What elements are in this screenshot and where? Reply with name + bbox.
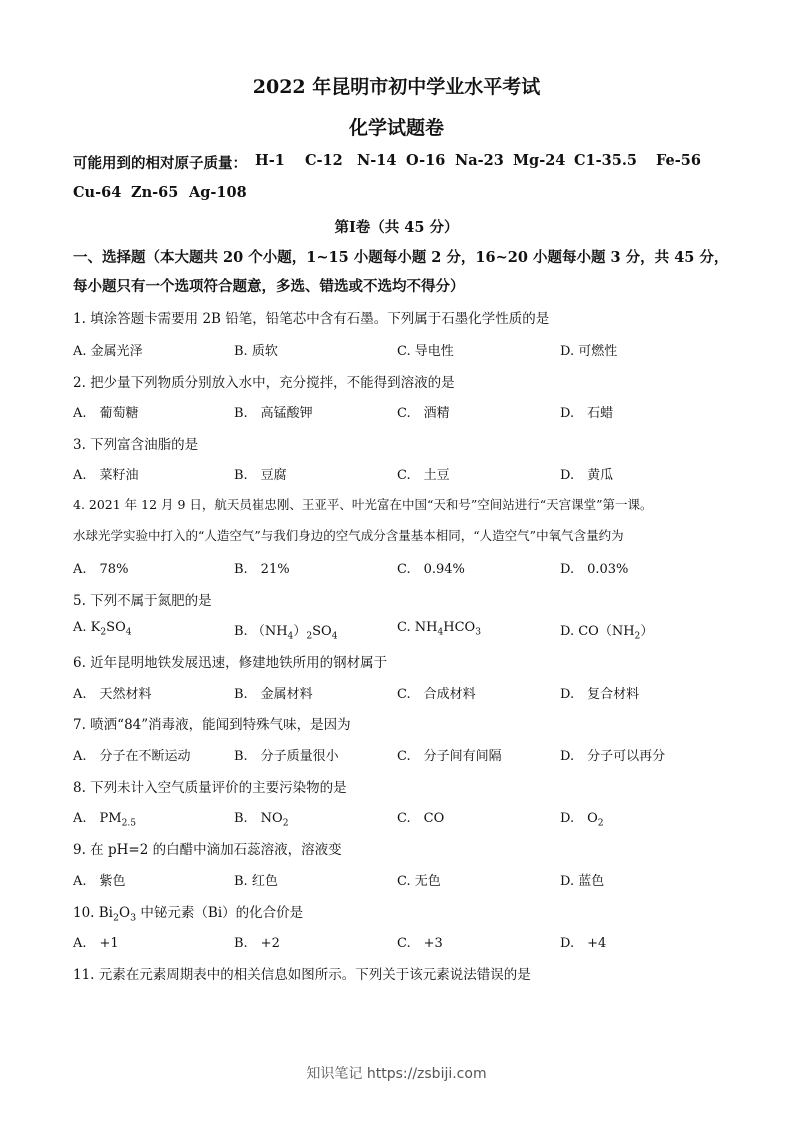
exam-title: 2022 年昆明市初中学业水平考试 <box>252 76 541 98</box>
question-2: 2. 把少量下列物质分别放入水中，充分搅拌，不能得到溶液的是 <box>73 375 455 391</box>
atomic-mass-n: N-14 <box>357 152 397 169</box>
atomic-mass-o: O-16 <box>406 152 446 169</box>
q5-option-a: A. $K_2SO_4$ <box>73 620 132 638</box>
q3-option-a: A. 菜籽油 <box>73 468 139 483</box>
atomic-mass-cu: Cu-64 <box>73 184 122 201</box>
question-1: 1. 填涂答题卡需要用 2B 铅笔，铅笔芯中含有石墨。下列属于石墨化学性质的是 <box>73 311 550 327</box>
q6-option-a: A. 天然材料 <box>73 687 152 702</box>
q10-option-d: D. +4 <box>560 936 607 951</box>
section-instructions-1: 一、选择题（本大题共 20 个小题，1~15 小题每小题 2 分，16~20 小题每小题 3 分，共 45 分， <box>73 249 729 266</box>
exam-subtitle: 化学试题卷 <box>348 117 444 139</box>
q2-option-a: A. 葡萄糖 <box>73 406 139 421</box>
q10-option-c: C. +3 <box>397 936 443 951</box>
atomic-mass-ag: Ag-108 <box>189 184 247 201</box>
question-6: 6. 近年昆明地铁发展迅速，修建地铁所用的钢材属于 <box>73 655 388 671</box>
question-4-line-2: 水球光学实验中打入的“人造空气”与我们身边的空气成分含量基本相同，“人造空气”中氧气含量约为 <box>73 528 624 543</box>
q4-option-a: A. 78% <box>73 562 129 577</box>
question-7: 7. 喷洒“84”消毒液，能闻到特殊气味，是因为 <box>73 717 351 733</box>
question-10: 10. $Bi_2O_3$ 中铋元素（Bi）的化合价是 <box>73 905 304 924</box>
q6-option-b: B. 金属材料 <box>234 687 313 702</box>
q2-option-c: C. 酒精 <box>397 406 450 421</box>
q3-option-c: C. 土豆 <box>397 468 450 483</box>
question-9: 9. 在 pH=2 的白醋中滴加石蕊溶液，溶液变 <box>73 842 342 858</box>
q7-option-d: D. 分子可以再分 <box>560 749 666 764</box>
q5-option-c: C. $NH_4HCO_3$ <box>397 620 482 638</box>
q9-option-c: C. 无色 <box>397 874 441 889</box>
question-11: 11. 元素在元素周期表中的相关信息如图所示。下列关于该元素说法错误的是 <box>73 967 531 983</box>
q5-option-b: B. $(NH_4)_2SO_4$ <box>234 624 338 642</box>
q3-option-b: B. 豆腐 <box>234 468 287 483</box>
atomic-mass-na: Na-23 <box>455 152 504 169</box>
q10-option-a: A. +1 <box>73 936 119 951</box>
question-3: 3. 下列富含油脂的是 <box>73 437 199 453</box>
q6-option-c: C. 合成材料 <box>397 687 476 702</box>
q7-option-b: B. 分子质量很小 <box>234 749 339 764</box>
q9-option-b: B. 红色 <box>234 874 278 889</box>
q7-option-c: C. 分子间有间隔 <box>397 749 502 764</box>
section-instructions-2: 每小题只有一个选项符合题意，多选、错选或不选均不得分） <box>73 278 465 295</box>
part-title: 第Ⅰ卷（共 45 分） <box>334 219 459 236</box>
question-8: 8. 下列未计入空气质量评价的主要污染物的是 <box>73 780 347 796</box>
atomic-mass-cl: C1-35.5 <box>574 152 637 169</box>
q6-option-d: D. 复合材料 <box>560 687 640 702</box>
atomic-mass-label: 可能用到的相对原子质量： <box>73 155 247 172</box>
q4-option-b: B. 21% <box>234 562 290 577</box>
footer-watermark: 知识笔记 https://zsbiji.com <box>306 1066 487 1082</box>
q1-option-a: A. 金属光泽 <box>73 344 143 359</box>
atomic-mass-h: H-1 <box>255 152 285 169</box>
q1-option-d: D. 可燃性 <box>560 344 618 359</box>
q1-option-c: C. 导电性 <box>397 344 454 359</box>
q8-option-b: B. $NO_2$ <box>234 811 289 829</box>
q10-option-b: B. +2 <box>234 936 280 951</box>
atomic-mass-c: C-12 <box>305 152 343 169</box>
q5-option-d: D. $CO(NH_2)$ <box>560 624 654 642</box>
question-4-line-1: 4. 2021 年 12 月 9 日，航天员崔忠刚、王亚平、叶光富在中国“天和号”空间站进行“天宫课堂”第一课。 <box>73 497 653 512</box>
q7-option-a: A. 分子在不断运动 <box>73 749 191 764</box>
q2-option-b: B. 高锰酸钾 <box>234 406 313 421</box>
q3-option-d: D. 黄瓜 <box>560 468 614 483</box>
atomic-mass-mg: Mg-24 <box>513 152 566 169</box>
question-5: 5. 下列不属于氮肥的是 <box>73 593 212 609</box>
q9-option-d: D. 蓝色 <box>560 874 605 889</box>
atomic-mass-fe: Fe-56 <box>656 152 701 169</box>
q2-option-d: D. 石蜡 <box>560 406 614 421</box>
q9-option-a: A. 紫色 <box>73 874 126 889</box>
q1-option-b: B. 质软 <box>234 344 278 359</box>
q8-option-d: D. $O_2$ <box>560 811 604 829</box>
q8-option-a: A. $PM_{2.5}$ <box>73 811 137 829</box>
q4-option-d: D. 0.03% <box>560 562 629 577</box>
atomic-mass-zn: Zn-65 <box>131 184 179 201</box>
q4-option-c: C. 0.94% <box>397 562 465 577</box>
q8-option-c: C. CO <box>397 811 445 826</box>
